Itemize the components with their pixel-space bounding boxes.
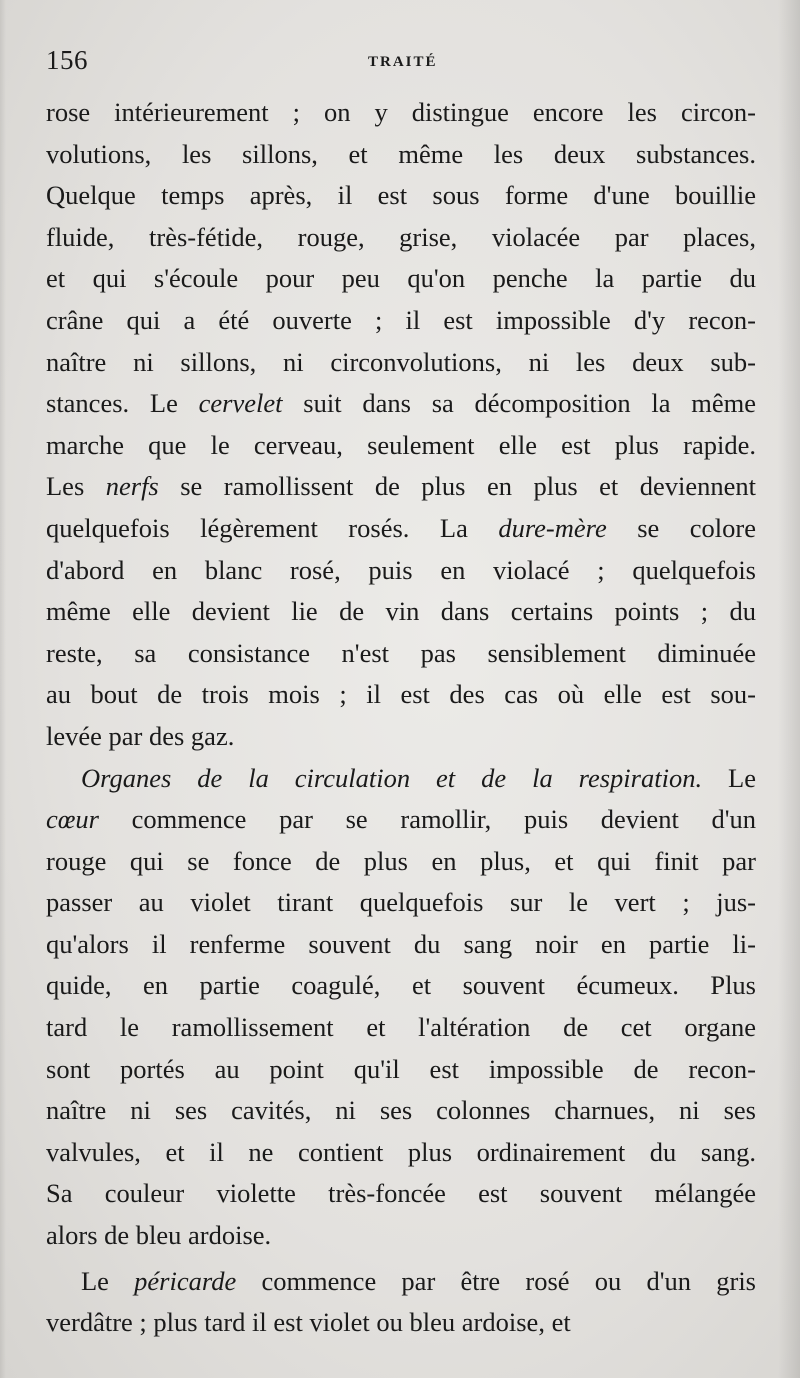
text-span: Sa couleur violette très-foncée est souvent mélangée [46, 1178, 756, 1209]
text-span: stances. Le [46, 388, 199, 419]
text-span: Quelque temps après, il est sous forme d'une bouillie [46, 180, 756, 211]
text-line [46, 799, 756, 841]
text-line [46, 508, 756, 550]
text-span: fluide, très-fétide, rouge, grise, violacée par places, [46, 221, 756, 252]
text-line [46, 1302, 756, 1344]
text-span: levée par des gaz. [46, 720, 235, 751]
text-line [46, 965, 756, 1007]
text-span: tard le ramollissement et l'altération de cet organe [46, 1012, 756, 1043]
body-text [46, 92, 756, 1344]
text-span: quelquefois légèrement rosés. La [46, 512, 499, 543]
text-line [46, 1007, 756, 1049]
text-line [46, 550, 756, 592]
text-span: verdâtre ; plus tard il est violet ou bleu ardoise, et [46, 1307, 571, 1338]
text-line [46, 175, 756, 217]
text-span: d'abord en blanc rosé, puis en violacé ; quelquefois [46, 554, 756, 585]
text-span: quide, en partie coagulé, et souvent écumeux. Plus [46, 970, 756, 1001]
text-line [46, 134, 756, 176]
text-span: Le [81, 1265, 135, 1296]
text-line [46, 217, 756, 259]
text-span: même elle devient lie de vin dans certains points ; du [46, 596, 756, 627]
text-line [46, 674, 756, 716]
text-line [46, 1215, 756, 1257]
text-span: alors de bleu ardoise. [46, 1220, 272, 1251]
text-line [46, 633, 756, 675]
text-span: valvules, et il ne contient plus ordinairement du sang. [46, 1136, 756, 1167]
gutter-shadow [778, 0, 800, 1378]
text-line [46, 383, 756, 425]
page-edge-shadow [0, 0, 6, 1378]
text-span: suit dans sa décomposition la même [282, 388, 756, 419]
italic-text: cœur [46, 804, 99, 835]
text-line [46, 92, 756, 134]
text-span: volutions, les sillons, et même les deux substances. [46, 138, 756, 169]
text-span: commence par se ramollir, puis devient d'un [99, 804, 756, 835]
running-title: TRAITÉ [368, 54, 438, 70]
text-span: sont portés au point qu'il est impossible de recon- [46, 1053, 756, 1084]
italic-text: cervelet [198, 388, 283, 419]
text-span: rouge qui se fonce de plus en plus, et qui finit par [46, 845, 756, 876]
text-span: qu'alors il renferme souvent du sang noir en partie li- [46, 928, 756, 959]
text-line [46, 1049, 756, 1091]
text-line [46, 716, 756, 758]
page-number: 156 [46, 45, 88, 75]
text-span: Le [702, 762, 756, 793]
text-line [46, 924, 756, 966]
text-line [46, 882, 756, 924]
text-line [46, 1090, 756, 1132]
text-span: naître ni ses cavités, ni ses colonnes charnues, ni ses [46, 1095, 756, 1126]
text-line [46, 300, 756, 342]
text-span: se colore [606, 512, 756, 543]
text-line [46, 758, 756, 800]
text-line [46, 466, 756, 508]
text-span: rose intérieurement ; on y distingue encore les circon- [46, 97, 756, 127]
text-span: au bout de trois mois ; il est des cas où elle est sou- [46, 679, 756, 710]
text-line [46, 258, 756, 300]
text-line [46, 1261, 756, 1303]
text-span: naître ni sillons, ni circonvolutions, ni les deux sub- [46, 346, 756, 377]
italic-text: nerfs [105, 471, 159, 502]
text-span: et qui s'écoule pour peu qu'on penche la partie du [46, 263, 756, 294]
text-span: se ramollissent de plus en plus et deviennent [158, 471, 756, 502]
text-span: Les [46, 471, 106, 502]
text-line [46, 1173, 756, 1215]
text-line [46, 1132, 756, 1174]
text-span: commence par être rosé ou d'un gris [236, 1265, 756, 1296]
text-line [46, 841, 756, 883]
text-span: reste, sa consistance n'est pas sensiblement diminuée [46, 637, 756, 668]
text-line [46, 342, 756, 384]
text-span: passer au violet tirant quelquefois sur le vert ; jus- [46, 887, 756, 918]
text-line [46, 591, 756, 633]
italic-text: dure-mère [498, 512, 607, 543]
running-head [46, 45, 756, 81]
text-span: marche que le cerveau, seulement elle est plus rapide. [46, 429, 756, 460]
text-span: crâne qui a été ouverte ; il est impossible d'y recon- [46, 304, 756, 335]
italic-text: Organes de la circulation et de la respiration. [81, 762, 703, 793]
italic-text: péricarde [134, 1265, 237, 1296]
text-line [46, 425, 756, 467]
